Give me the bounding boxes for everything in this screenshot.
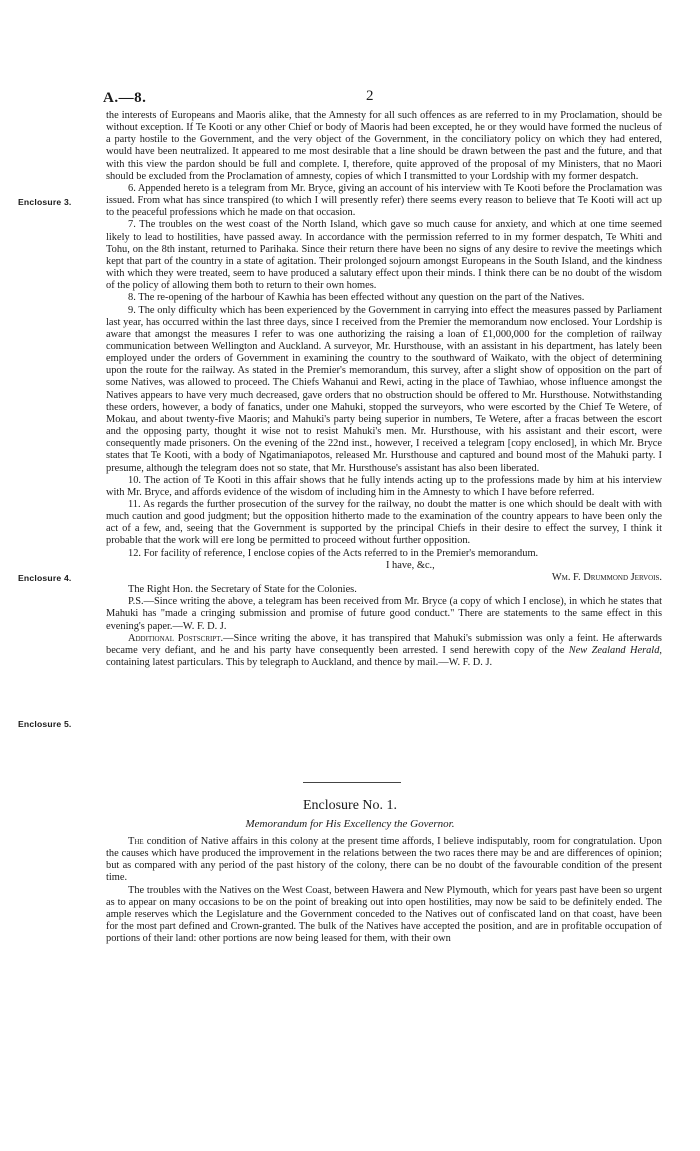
- closing-salutation: I have, &c.,: [386, 559, 435, 571]
- page-number: 2: [366, 88, 374, 104]
- margin-note-enclosure-5: Enclosure 5.: [18, 719, 72, 729]
- section-divider: [303, 782, 401, 783]
- paragraph-6: 6. Appended hereto is a telegram from Mr. Bryce, giving an account of his interview with Te Kooti before the Proclamation was issued. From what has since transpired (to which I will presently refer) there seems every reason to believe that Te Kooti will act up to the peaceful professions which he made on that occasion.: [106, 182, 662, 219]
- margin-note-enclosure-4: Enclosure 4.: [18, 573, 72, 583]
- paragraph-5-continued: the interests of Europeans and Maoris alike, that the Amnesty for all such offences as are referred to in my Proclamation, should be without exception. If Te Kooti or any other Chief or body of Maoris had been excepted, he or they would have formed the nucleus of a party hostile to the Government, and the very object of the Government, in the conciliatory policy on which they had entered, would have been neutralized. It appeared to me most desirable that a line should be drawn between the past and the future, and that with this view the pardon should be full and complete. I, therefore, quite approved of the proposal of my Ministers, that no Maori should be excluded from the Proclamation of amnesty, copies of which I transmitted to your Lordship with my former despatch.: [106, 110, 662, 182]
- enclosure-title: Enclosure No. 1.: [302, 798, 398, 813]
- paragraph-9: 9. The only difficulty which has been experienced by the Government in carrying into effect the measures passed by Parliament last year, has occurred within the last three days, since I received from the Premier the memorandum now enclosed. Your Lordship is aware that amongst the measures I refer to was one authorizing the raising a loan of £1,000,000 for the completion of railway communication between Wellington and Auckland. A surveyor, Mr. Hursthouse, with an assistant in his department, has lately been employed under the orders of Government in examining the country to the southward of Waikato, with the object of determining upon the route for the railway. As stated in the Premier's memorandum, this survey, after a slight show of opposition on the part of some Natives, was allowed to proceed. The Chiefs Wahanui and Rewi, acting in the place of Tawhiao, whose influence amongst the Natives appears to have very much decreased, gave orders that no obstruction should be offered to Mr. Hursthouse. Notwithstanding these orders, however, a body of fanatics, under one Mahuki, stopped the surveyors, who were escorted by the Chief Te Wetere, of Mokau, and about twenty-five Maoris; and Mahuki's party being superior in numbers, Te Wetere, after a fracas between the escort and the opposing party, thought it wise not to resist Mahuki's men. Mr. Hursthouse, with his assistant and their escort, were consequently made prisoners. On the evening of the 22nd inst., however, I received a telegram [copy enclosed], in which Mr. Bryce states that Te Kooti, with a body of Ngatimaniapotos, released Mr. Hursthouse and captured and bound most of the Mahuki party. I presume, although the telegram does not so state, that Mr. Hursthouse's assistant has also been liberated.: [106, 304, 662, 474]
- enclosure-lead-word: The: [128, 836, 144, 847]
- enclosure-body: [106, 836, 662, 945]
- additional-postscript-text-a: —Since writing the above, it has transpired that Mahuki's submission was only a feint. He afterwards became very defiant, and he and his party have consequently been arrested. I send herewith copy of the: [106, 632, 662, 656]
- newspaper-title: New Zealand Herald: [568, 644, 660, 656]
- enclosure-subtitle: Memorandum for His Excellency the Governor.: [245, 818, 455, 830]
- additional-postscript-text-b: , containing latest particulars. This by telegraph to Auckland, and thence by mail.—W. F. D. J.: [106, 644, 662, 669]
- paragraph-10: 10. The action of Te Kooti in this affair shows that he fully intends acting up to the professions made by him at his interview with Mr. Bryce, and affords evidence of the wisdom of including him in the Amnesty to which I have before referred.: [106, 474, 662, 498]
- enclosure-paragraph-1: [106, 836, 662, 885]
- paragraph-12: 12. For facility of reference, I enclose copies of the Acts referred to in the Premier's memorandum.: [128, 547, 539, 559]
- enclosure-paragraph-2: The troubles with the Natives on the West Coast, between Hawera and New Plymouth, which for years past have been so urgent as to appear on many occasions to be on the point of breaking out into open hostilities, may now be said to be definitely ended. The ample reserves which the Legislature and the Government conceded to the Natives out of confiscated land on that coast, have been for the most part defined and Crown-granted. The bulk of the Natives have accepted the position, and are in profitable occupation of portions of their land: other portions are now being leased for them, with their own: [106, 884, 662, 945]
- signature: Wm. F. Drummond Jervois.: [551, 571, 662, 583]
- additional-postscript: [106, 633, 662, 669]
- addressee: The Right Hon. the Secretary of State for the Colonies.: [128, 584, 357, 596]
- despatch-body: [106, 110, 662, 669]
- paragraph-8: 8. The re-opening of the harbour of Kawhia has been effected without any question on the part of the Natives.: [128, 292, 585, 304]
- additional-postscript-heading: Additional Postscript.: [128, 632, 224, 644]
- postscript: P.S.—Since writing the above, a telegram has been received from Mr. Bryce (a copy of which I enclose), in which he states that Mahuki has "made a cringing submission and promise of future good conduct." There are statements to the same effect in this evening's paper.—W. F. D. J.: [106, 596, 662, 632]
- series-header: A.—8.: [103, 90, 147, 106]
- margin-note-enclosure-3: Enclosure 3.: [18, 197, 72, 207]
- enclosure-paragraph-1-text: condition of Native affairs in this colony at the present time affords, I believe indisputably, room for congratulation. Upon the causes which have produced the improvement in the relations between the two races there may be and are differences of opinion; but as compared with any period of the past history of the colony, there can be no doubt of the favourable condition of the present time.: [106, 836, 662, 884]
- paragraph-7: 7. The troubles on the west coast of the North Island, which gave so much cause for anxiety, and which at one time seemed likely to lead to hostilities, have passed away. In accordance with the permission referred to in my former despatch, Te Whiti and Tohu, on the 8th instant, returned to Parihaka. Since their return there have been no signs of any desire to revive the meetings which kept that part of the country in a state of agitation. Their prolonged sojourn amongst Europeans in the South Island, and the kindness with which they were treated, seem to have produced a salutary effect upon their minds. I think there can be no doubt of the wisdom of the policy of allowing them both to return to their own homes.: [106, 219, 662, 292]
- paragraph-11: 11. As regards the further prosecution of the survey for the railway, no doubt the matter is one which should be dealt with with much caution and good judgment; but the opposition hitherto made to the examination of the country appears to have been only the act of a few, and, seeing that the Government is supported by the principal Chiefs in their desire to effect the survey, I think it probable that the work will ere long be permitted to proceed without further opposition.: [106, 499, 662, 547]
